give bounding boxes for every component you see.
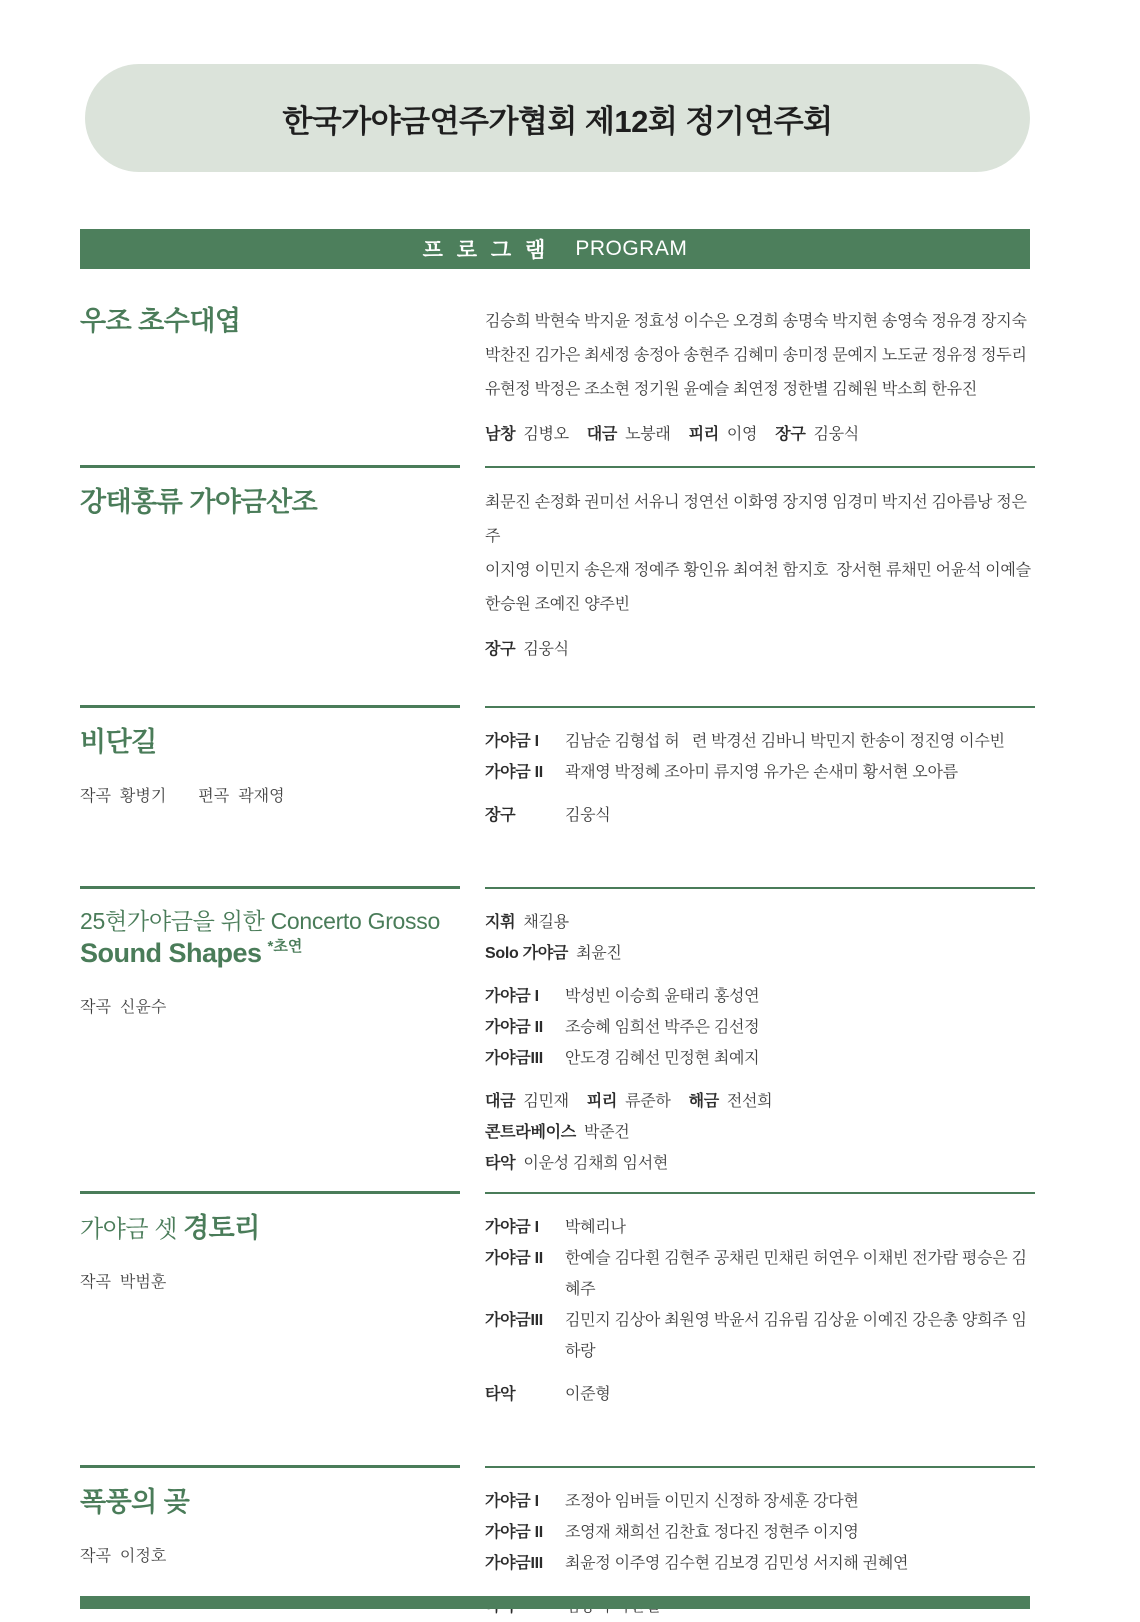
role-names: 최윤진 <box>576 945 622 962</box>
credit-name: 박범훈 <box>119 1273 167 1291</box>
section-title-text: 폭풍의 곶 <box>80 1487 190 1517</box>
program-title-english: PROGRAM <box>575 237 688 260</box>
section-credits <box>80 783 460 806</box>
section-divider <box>485 887 1035 889</box>
section-divider <box>80 465 460 468</box>
part-names: 최윤정 이주영 김수현 김보경 김민성 서지해 권혜연 <box>565 1555 909 1572</box>
role-pair <box>485 426 569 443</box>
credit-pair <box>80 999 166 1016</box>
credit-pair <box>80 1548 166 1565</box>
section-title <box>80 1212 460 1245</box>
part-row <box>485 757 1035 788</box>
credit-pair <box>80 1274 166 1291</box>
section-title-text: 우조 초수대엽 <box>80 306 241 336</box>
section-title-prefix: 가야금 셋 <box>80 1216 184 1243</box>
section-left-column <box>80 886 460 1179</box>
part-row <box>485 726 1035 757</box>
section-right-column <box>485 305 1035 450</box>
part-label: 가야금 II <box>485 1019 543 1036</box>
role-names: 박준건 <box>583 1124 630 1141</box>
part-names: 안도경 김혜선 민정현 최예지 <box>565 1050 760 1067</box>
section-credits <box>80 994 460 1017</box>
program-header-bar <box>80 229 1030 269</box>
role-label: 대금 <box>586 426 618 443</box>
role-line <box>485 1117 1035 1148</box>
role-pair <box>587 1093 671 1110</box>
part-label: 타악 <box>485 1386 516 1403</box>
section-right-column <box>485 705 1035 831</box>
role-label: 피리 <box>586 1093 618 1110</box>
role-label: 콘트라베이스 <box>485 1124 576 1141</box>
part-label: 가야금III <box>485 1050 543 1067</box>
part-row <box>485 1486 1035 1517</box>
role-names: 전선희 <box>726 1093 773 1110</box>
performer-block <box>485 305 1035 407</box>
credit-name: 이정호 <box>119 1547 167 1565</box>
role-pair <box>689 426 758 443</box>
role-pair <box>485 945 622 962</box>
performer-block <box>485 1486 1035 1579</box>
role-label: 피리 <box>688 426 719 443</box>
part-row <box>485 1379 1035 1410</box>
performer-block <box>485 634 1035 665</box>
section-title <box>80 726 460 759</box>
role-line <box>485 907 1035 938</box>
part-label: 가야금 I <box>485 1493 539 1510</box>
program-section <box>80 465 1035 665</box>
section-divider <box>80 705 460 708</box>
credit-name: 신윤수 <box>119 998 167 1016</box>
performer-block <box>485 486 1035 622</box>
performer-line: 김승희 박현숙 박지윤 정효성 이수은 오경희 송명숙 박지현 송영숙 정유경 장지숙 <box>485 313 1027 330</box>
role-names: 채길용 <box>523 914 569 931</box>
section-divider <box>485 706 1035 708</box>
credit-role: 작곡 <box>80 1273 111 1291</box>
program-sections <box>80 305 1035 1622</box>
section-divider <box>80 1465 460 1468</box>
part-names: 김민지 김상아 최원영 박윤서 김유림 김상윤 이예진 강은총 양희주 임하랑 <box>565 1312 1027 1360</box>
program-section <box>80 1191 1035 1410</box>
part-label: 가야금 I <box>485 1219 539 1236</box>
credit-role: 작곡 <box>80 998 111 1016</box>
section-title <box>80 937 460 970</box>
section-title-text: 비단길 <box>80 727 157 757</box>
section-divider <box>485 466 1035 468</box>
part-row <box>485 1012 1035 1043</box>
part-names: 곽재영 박정혜 조아미 류지영 유가은 손새미 황서현 오아름 <box>565 764 958 781</box>
performer-block <box>485 800 1035 831</box>
performer-line: 유현정 박정은 조소현 정기원 윤예슬 최연정 정한별 김혜원 박소희 한유진 <box>485 381 977 398</box>
part-names: 조정아 임버들 이민지 신정하 장세훈 강다현 <box>565 1493 859 1510</box>
part-row <box>485 981 1035 1012</box>
footer-bar <box>80 1596 1030 1609</box>
part-row <box>485 800 1035 831</box>
part-label: 가야금III <box>485 1312 543 1329</box>
role-label: 대금 <box>485 1093 516 1110</box>
part-row <box>485 1305 1035 1367</box>
credit-role: 작곡 <box>80 787 111 805</box>
role-names: 김민재 <box>523 1093 569 1110</box>
part-row <box>485 1548 1035 1579</box>
part-row <box>485 1243 1035 1305</box>
role-pair <box>485 641 569 658</box>
role-line <box>485 634 1035 665</box>
role-label: 타악 <box>485 1155 516 1172</box>
role-pair <box>485 1155 668 1172</box>
role-pair <box>689 1093 773 1110</box>
credit-role: 편곡 <box>198 787 230 805</box>
role-label: 장구 <box>775 426 806 443</box>
role-label: Solo 가야금 <box>485 945 569 962</box>
section-divider <box>80 1191 460 1194</box>
part-label: 가야금 I <box>485 733 539 750</box>
section-right-column <box>485 465 1035 665</box>
part-label: 가야금 I <box>485 988 539 1005</box>
credit-name: 황병기 <box>119 787 167 805</box>
performer-block <box>485 1086 1035 1179</box>
program-section <box>80 305 1035 450</box>
performer-block <box>485 1212 1035 1367</box>
role-names: 김병오 <box>523 426 569 443</box>
role-label: 해금 <box>688 1093 719 1110</box>
part-label: 가야금III <box>485 1555 543 1572</box>
section-title-text: Sound Shapes <box>80 937 262 968</box>
performer-block <box>485 907 1035 969</box>
credit-name: 곽재영 <box>238 787 285 805</box>
section-left-column <box>80 305 460 450</box>
role-names: 이영 <box>726 426 758 443</box>
role-names: 김웅식 <box>813 426 859 443</box>
role-line <box>485 1148 1035 1179</box>
section-title <box>80 486 460 519</box>
section-right-column <box>485 886 1035 1179</box>
performer-line: 박찬진 김가은 최세정 송정아 송현주 김혜미 송미정 문예지 노도균 정유정 정두리 <box>485 347 1027 364</box>
part-names: 이준형 <box>565 1386 611 1403</box>
section-title-text: 강태홍류 가야금산조 <box>80 487 318 517</box>
performer-block <box>485 981 1035 1074</box>
role-label: 지휘 <box>485 914 516 931</box>
performer-block <box>485 1379 1035 1410</box>
role-names: 류준하 <box>625 1093 671 1110</box>
role-line <box>485 1086 1035 1117</box>
role-line <box>485 419 1035 450</box>
section-left-column <box>80 465 460 665</box>
section-credits <box>80 1543 460 1566</box>
part-names: 조승혜 임희선 박주은 김선정 <box>565 1019 760 1036</box>
role-names: 노붕래 <box>625 426 671 443</box>
part-row <box>485 1517 1035 1548</box>
section-title-text: 경토리 <box>183 1213 260 1243</box>
credit-pair <box>80 788 166 805</box>
role-pair <box>485 914 569 931</box>
role-pair <box>587 426 671 443</box>
role-names: 이운성 김채희 임서현 <box>523 1155 669 1172</box>
part-names: 조영재 채희선 김찬효 정다진 정현주 이지영 <box>565 1524 859 1541</box>
performer-block <box>485 726 1035 788</box>
part-row <box>485 1043 1035 1074</box>
performer-block <box>485 419 1035 450</box>
role-label: 장구 <box>485 641 516 658</box>
role-line <box>485 938 1035 969</box>
section-left-column <box>80 1191 460 1410</box>
part-names: 김웅식 <box>565 807 611 824</box>
part-label: 가야금 II <box>485 1250 543 1267</box>
role-pair <box>485 1093 569 1110</box>
performer-line: 한승원 조예진 양주빈 <box>485 596 630 613</box>
page-title: 한국가야금연주가협회 제12회 정기연주회 <box>282 103 833 139</box>
section-left-column <box>80 705 460 831</box>
program-title-korean: 프 로 그 램 <box>422 239 550 262</box>
program-section <box>80 886 1035 1179</box>
performer-line: 최문진 손정화 권미선 서유니 정연선 이화영 장지영 임경미 박지선 김아름낭 정은주 <box>485 494 1027 545</box>
part-names: 박성빈 이승희 윤태리 홍성연 <box>565 988 760 1005</box>
section-title-line: 25현가야금을 위한 Concerto Grosso <box>80 908 440 934</box>
program-section <box>80 705 1035 831</box>
credit-role: 작곡 <box>80 1547 111 1565</box>
section-title <box>80 305 460 338</box>
credit-pair <box>198 788 284 805</box>
part-label: 가야금 II <box>485 764 543 781</box>
section-divider <box>485 1466 1035 1468</box>
section-title <box>80 1486 460 1519</box>
part-label: 장구 <box>485 807 516 824</box>
part-names: 김남순 김형섭 허 련 박경선 김바니 박민지 한송이 정진영 이수빈 <box>565 733 1005 750</box>
section-credits <box>80 1269 460 1292</box>
premiere-marker: *초연 <box>267 937 303 955</box>
role-pair <box>485 1124 629 1141</box>
part-names: 박혜리나 <box>565 1219 626 1236</box>
section-right-column <box>485 1191 1035 1410</box>
part-row <box>485 1212 1035 1243</box>
section-divider <box>80 886 460 889</box>
role-pair <box>775 426 859 443</box>
part-names: 한예슬 김다흰 김현주 공채린 민채린 허연우 이채빈 전가람 평승은 김혜주 <box>565 1250 1027 1298</box>
page-title-banner <box>85 64 1030 172</box>
role-names: 김웅식 <box>523 641 569 658</box>
section-divider <box>485 1192 1035 1194</box>
role-label: 남창 <box>485 426 516 443</box>
part-label: 가야금 II <box>485 1524 543 1541</box>
performer-line: 이지영 이민지 송은재 정예주 황인유 최여천 함지호 장서현 류채민 어윤석 이예슬 <box>485 562 1031 579</box>
